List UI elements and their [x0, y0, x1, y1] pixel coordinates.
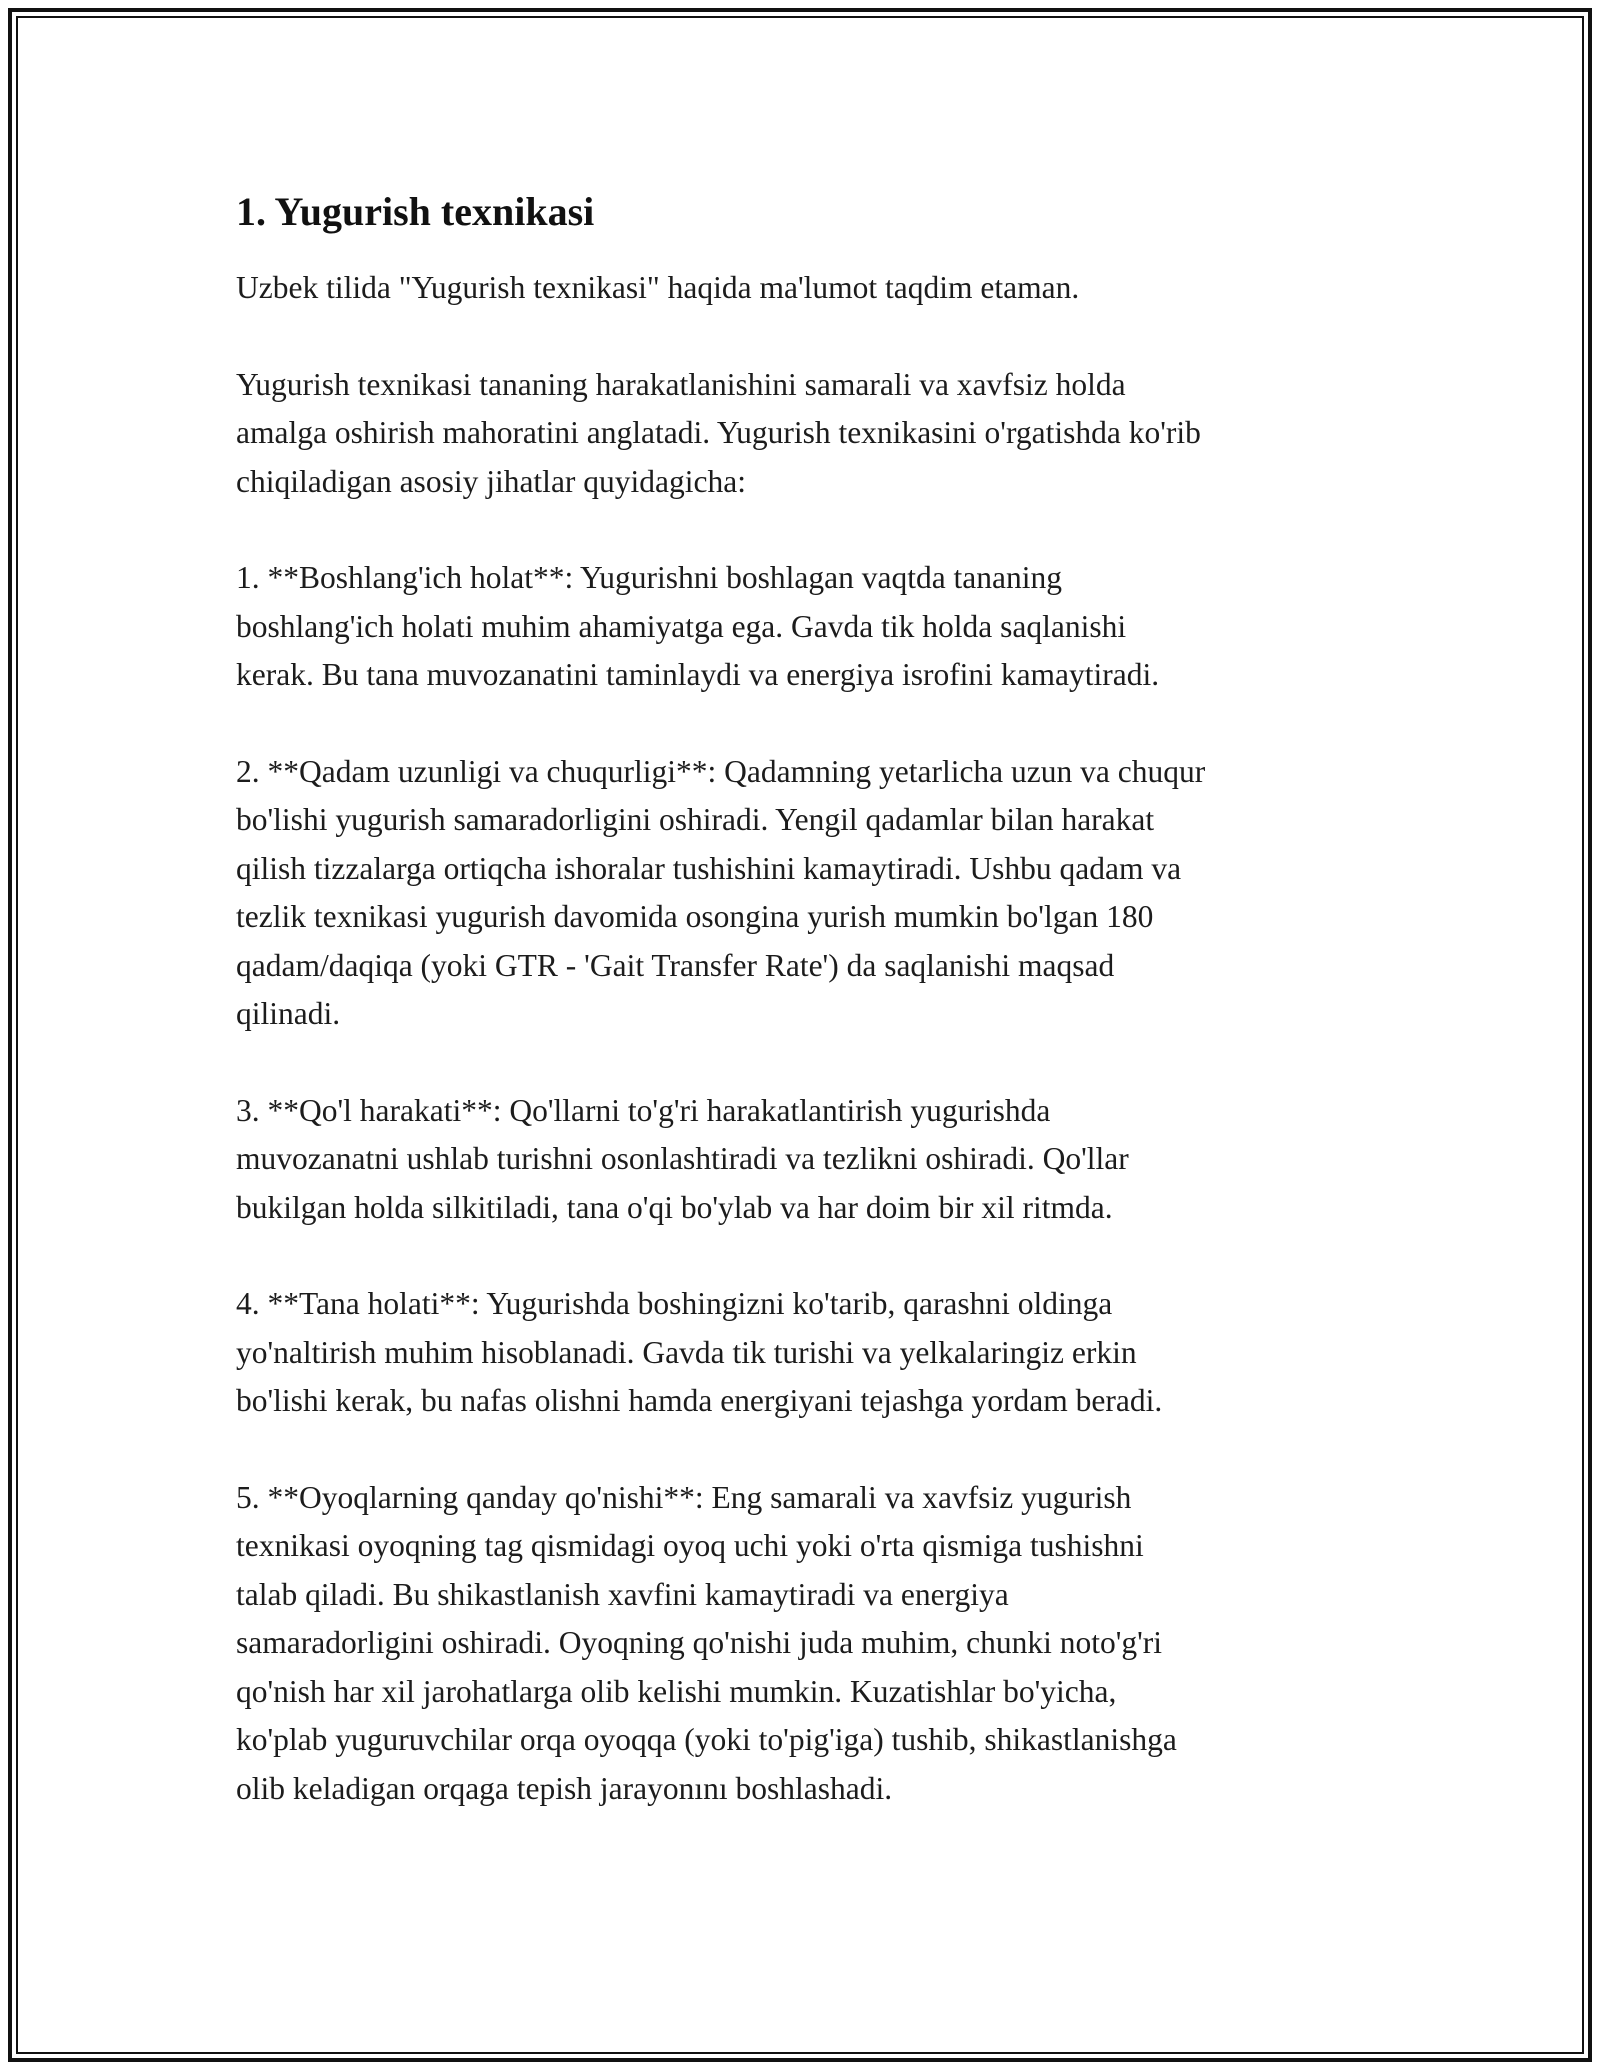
definition-paragraph: Yugurish texnikasi tananing harakatlanishini samarali va xavfsiz holda amalga oshirish mahoratini anglatadi. Yugurish texnikasini o'rgatishda ko'rib chiqiladigan asosiy jihatlar quyidagicha:	[236, 366, 1201, 499]
list-item-stride: 2. **Qadam uzunligi va chuqurligi**: Qadamning yetarlicha uzun va chuqur bo'lishi yugurish samaradorligini oshiradi. Yengil qadamlar bilan harakat qilish tizzalarga ortiqcha ishoralar tushishini kamaytiradi. Ushbu qadam va tezlik texnikasi yugurish davomida osongina yurish mumkin bo'lgan 180 qadam/daqiqa (yoki GTR - 'Gait Transfer Rate') da saqlanishi maqsad qilinadi.	[236, 753, 1206, 1031]
intro-paragraph: Uzbek tilida "Yugurish texnikasi" haqida ma'lumot taqdim etaman.	[236, 270, 1080, 305]
document-body	[236, 184, 1376, 1861]
list-item-starting-position: 1. **Boshlang'ich holat**: Yugurishni boshlagan vaqtda tananing boshlang'ich holati muhim ahamiyatga ega. Gavda tik holda saqlanishi kerak. Bu tana muvozanatini taminlaydi va energiya isrofini kamaytiradi.	[236, 560, 1160, 692]
list-item-body-posture: 4. **Tana holati**: Yugurishda boshingizni ko'tarib, qarashni oldinga yo'naltirish muhim hisoblanadi. Gavda tik turishi va yelkalaringiz erkin bo'lishi kerak, bu nafas olishni hamda energiyani tejashga yordam beradi.	[236, 1286, 1163, 1418]
list-item-foot-landing: 5. **Oyoqlarning qanday qo'nishi**: Eng samarali va xavfsiz yugurish texnikasi oyoqning tag qismidagi oyoq uchi yoki o'rta qismiga tushishni talab qiladi. Bu shikastlanish xavfini kamaytiradi va energiya samaradorligini oshiradi. Oyoqning qo'nishi juda muhim, chunki noto'g'ri qo'nish har xil jarohatlarga olib kelishi mumkin. Kuzatishlar bo'yicha, ko'plab yuguruvchilar orqa oyoqqa (yoki to'pig'iga) tushib, shikastlanishga olib keladigan orqaga tepish jarayonını boshlashadi.	[236, 1479, 1177, 1806]
list-item-arm-movement: 3. **Qo'l harakati**: Qo'llarni to'g'ri harakatlantirish yugurishda muvozanatni ushlab turishni osonlashtiradi va tezlikni oshiradi. Qo'llar bukilgan holda silkitiladi, tana o'qi bo'ylab va har doim bir xil ritmda.	[236, 1092, 1129, 1225]
document-title: 1. Yugurish texnikasi	[236, 189, 595, 234]
